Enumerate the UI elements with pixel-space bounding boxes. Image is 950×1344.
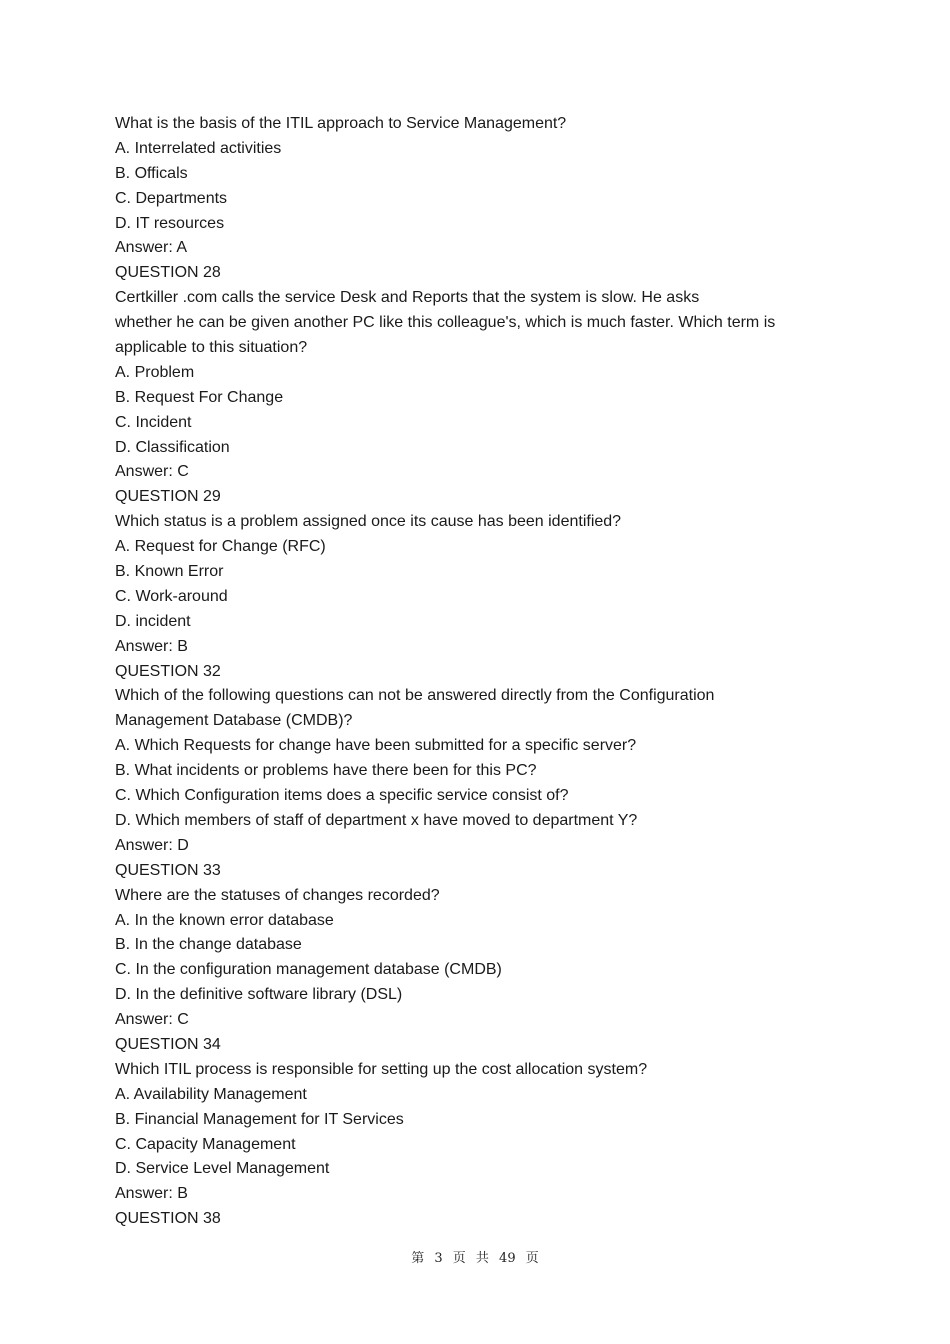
text-line: A. Request for Change (RFC) [115, 538, 326, 556]
text-line: whether he can be given another PC like this colleague's, which is much faster. Which term is [115, 314, 776, 332]
text-line: B. What incidents or problems have there been for this PC? [115, 762, 537, 780]
text-line: A. In the known error database [115, 911, 334, 929]
text-line: C. In the configuration management database (CMDB) [115, 961, 502, 979]
text-line: Which status is a problem assigned once its cause has been identified? [115, 513, 622, 531]
text-line: C. Which Configuration items does a specific service consist of? [115, 787, 569, 805]
text-line: A. Which Requests for change have been submitted for a specific server? [115, 737, 637, 755]
text-line: D. Classification [115, 438, 230, 456]
text-line: Answer: C [115, 1011, 189, 1029]
text-line: B. Known Error [115, 563, 224, 581]
text-line: B. In the change database [115, 936, 302, 954]
text-line: B. Financial Management for IT Services [115, 1110, 404, 1128]
text-line: D. Service Level Management [115, 1160, 330, 1178]
text-line: D. In the definitive software library (DSL) [115, 986, 403, 1004]
text-line: QUESTION 34 [115, 1035, 221, 1053]
text-line: C. Departments [115, 189, 228, 207]
text-line: B. Officals [115, 164, 188, 182]
text-line: QUESTION 33 [115, 861, 221, 879]
text-line: Answer: A [115, 239, 188, 257]
text-line: D. Which members of staff of department x have moved to department Y? [115, 811, 638, 829]
text-line: C. Incident [115, 413, 192, 431]
text-line: Management Database (CMDB)? [115, 712, 353, 730]
text-line: A. Problem [115, 363, 195, 381]
text-line: Answer: B [115, 637, 188, 655]
text-line: D. incident [115, 612, 191, 630]
text-line: D. IT resources [115, 214, 225, 232]
text-line: Answer: B [115, 1185, 188, 1203]
text-line: A. Availability Management [115, 1085, 307, 1103]
text-line: QUESTION 32 [115, 662, 221, 680]
page-number-footer: 第 3 页 共 49 页 [411, 1251, 539, 1266]
text-line: QUESTION 28 [115, 264, 221, 282]
text-line: What is the basis of the ITIL approach to Service Management? [115, 115, 567, 132]
text-line: applicable to this situation? [115, 339, 308, 357]
text-line: C. Capacity Management [115, 1135, 296, 1153]
text-line: C. Work-around [115, 587, 228, 605]
text-line: Answer: C [115, 463, 189, 481]
text-line: Certkiller .com calls the service Desk and Reports that the system is slow. He asks [115, 289, 700, 307]
text-line: B. Request For Change [115, 388, 284, 406]
text-line: Answer: D [115, 836, 189, 854]
text-line: Which ITIL process is responsible for setting up the cost allocation system? [115, 1060, 648, 1078]
text-line: QUESTION 29 [115, 488, 221, 506]
text-line: A. Interrelated activities [115, 139, 282, 157]
text-line: Where are the statuses of changes recorded? [115, 886, 440, 904]
text-line: Which of the following questions can not be answered directly from the Configuration [115, 687, 715, 705]
text-line: QUESTION 38 [115, 1210, 221, 1228]
page-content [115, 112, 835, 1232]
